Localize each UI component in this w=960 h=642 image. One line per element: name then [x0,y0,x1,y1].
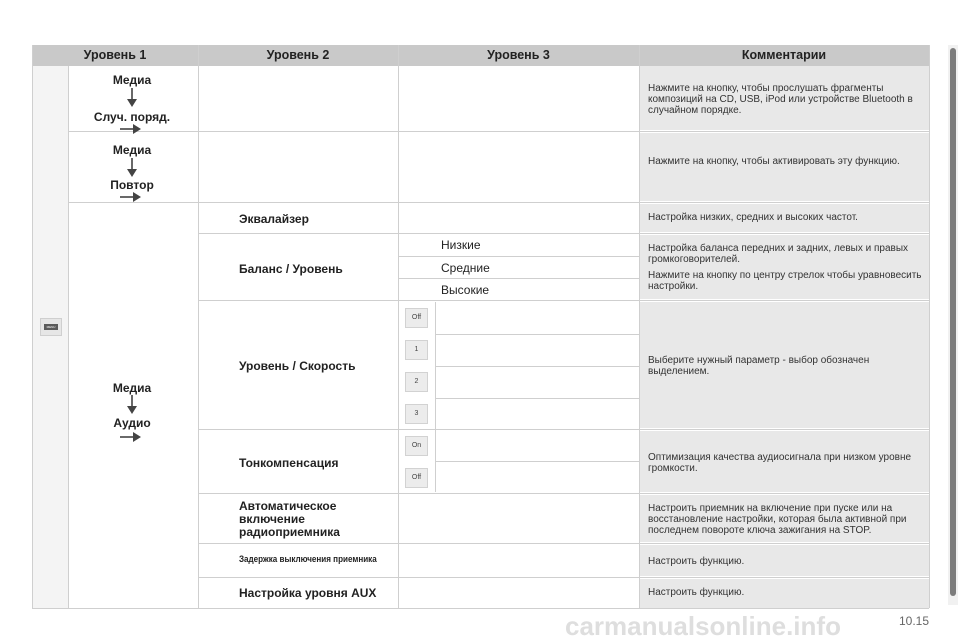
arrow-down-icon [124,88,140,108]
level1-band [32,66,68,608]
header-level2: Уровень 2 [266,48,330,62]
watermark: carmanualsonline.info [565,611,841,641]
arrow-right-icon [120,431,142,443]
balance-comment-2: Нажмите на кнопку по центру стрелок чтобы уравновесить настройки. [648,270,922,292]
header-comments: Комментарии [741,48,827,62]
balance-label[interactable]: Баланс / Уровень [239,262,343,276]
equalizer-comment: Настройка низких, средних и высоких частот. [648,212,858,223]
menu-button[interactable] [40,318,62,336]
shuffle-comment: Нажмите на кнопку, чтобы прослушать фрагменты композиций на CD, USB, iPod или устройстве Bluetooth в случайном порядке. [648,83,913,116]
loudness-label[interactable]: Тонкомпенсация [239,456,339,470]
loudness-comment: Оптимизация качества аудиосигнала при низком уровне громкости. [648,452,912,474]
aux-label[interactable]: Настройка уровня AUX [239,586,377,600]
page-number: 10.15 [899,614,930,628]
arrow-right-icon [120,123,142,135]
repeat-level2-top: Медиа [112,143,152,157]
audio-level2-bottom[interactable]: Аудио [113,416,151,430]
balance-option-high[interactable]: Высокие [441,283,490,297]
loudness-on-button[interactable]: On [405,436,428,456]
speed-3-button[interactable]: 3 [405,404,428,424]
header-level1: Уровень 1 [83,48,147,62]
speed-2-button[interactable]: 2 [405,372,428,392]
repeat-level2-bottom[interactable]: Повтор [110,178,154,192]
arrow-right-icon [120,191,142,203]
balance-option-low[interactable]: Низкие [441,238,481,252]
aux-comment: Настроить функцию. [648,587,745,598]
delay-comment: Настроить функцию. [648,556,745,567]
scrollbar-thumb[interactable] [950,48,956,596]
comment-band [639,133,929,201]
header-level3: Уровень 3 [487,48,550,62]
speed-off-button[interactable]: Off [405,308,428,328]
audio-level2-top: Медиа [112,381,152,395]
balance-option-mid[interactable]: Средние [441,261,490,275]
delay-label[interactable]: Задержка выключения приемника [239,554,377,565]
balance-comment-1: Настройка баланса передних и задних, левых и правых громкоговорителей. [648,243,909,265]
arrow-down-icon [124,395,140,415]
menu-button-label: MENU [46,325,56,329]
speed-label[interactable]: Уровень / Скорость [239,359,356,373]
shuffle-level2-bottom[interactable]: Случ. поряд. [93,110,171,124]
repeat-comment: Нажмите на кнопку, чтобы активировать эту функцию. [648,156,900,167]
autoradio-label[interactable]: Автоматическое включение радиоприемника [239,499,340,539]
loudness-off-button[interactable]: Off [405,468,428,488]
speed-1-button[interactable]: 1 [405,340,428,360]
autoradio-comment: Настроить приемник на включение при пуске или на восстановление настройки, которая была активной при последнем повороте ключа зажигания на STOP. [648,503,907,536]
arrow-down-icon [124,158,140,178]
shuffle-level2-top: Медиа [112,73,152,87]
speed-comment: Выберите нужный параметр - выбор обозначен выделением. [648,355,870,377]
equalizer-label[interactable]: Эквалайзер [239,212,309,226]
